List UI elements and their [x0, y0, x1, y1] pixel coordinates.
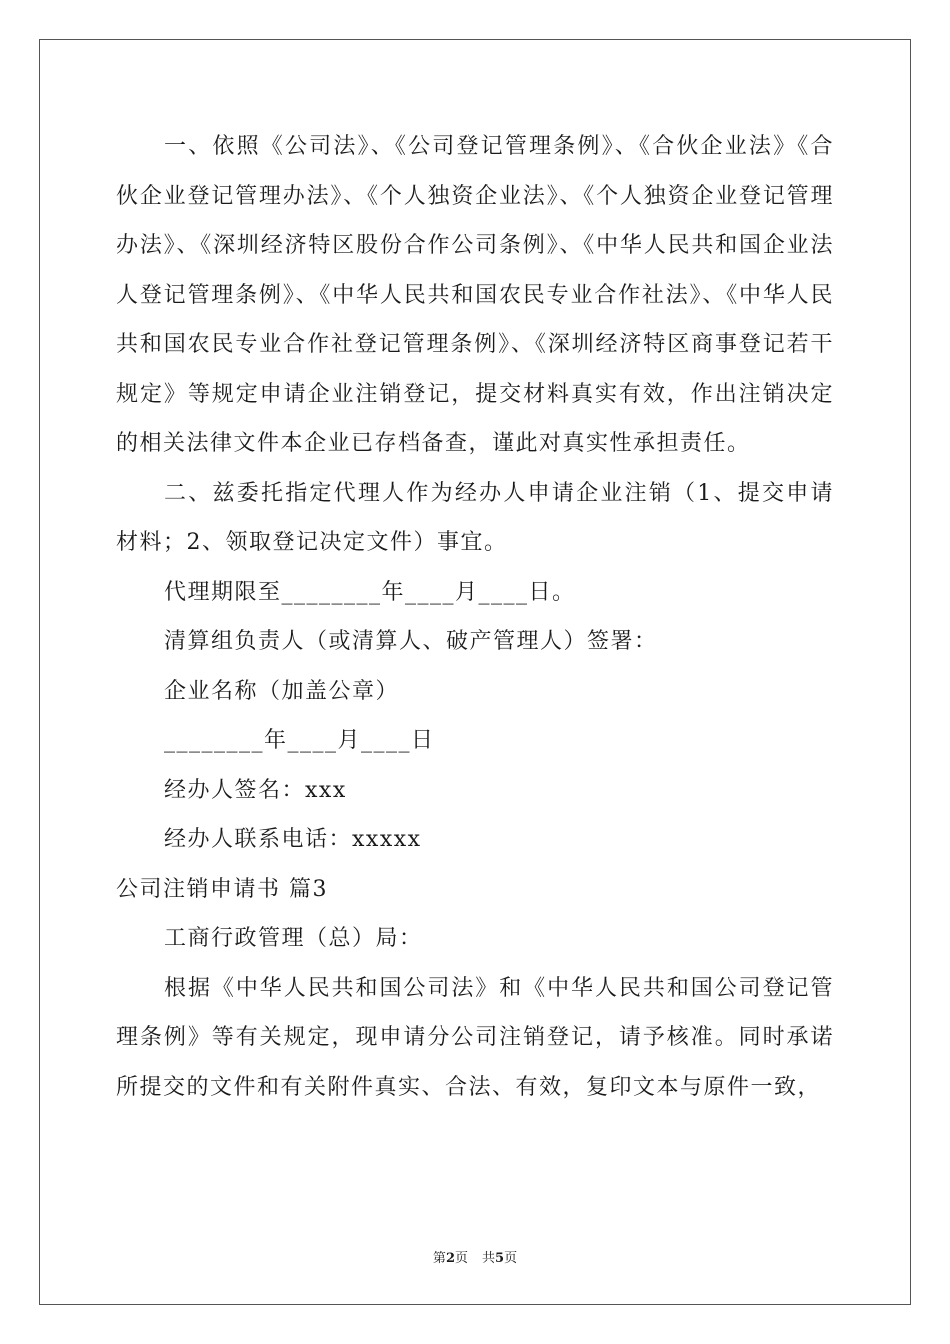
date-line: ________年____月____日 — [164, 728, 435, 753]
document-body — [116, 122, 834, 1112]
agency-period-line: 代理期限至________年____月____日。 — [164, 579, 576, 605]
liquidation-signature-line: 清算组负责人（或清算人、破产管理人）签署： — [164, 629, 658, 654]
section-heading: 公司注销申请书 篇3 — [116, 876, 328, 902]
paragraph-clause-1: 一、依照《公司法》、《公司登记管理条例》、《合伙企业法》《合伙企业登记管理办法》、《个人独资企业法》、《个人独资企业登记管理办法》、《深圳经济特区股份合作公司条例》、《中华人民共和国企业法人登记管理条例》、《中华人民共和国农民专业合作社法》、《中华人民共和国农民专业合作社登记管理条例》、《深圳经济特区商事登记若干规定》等规定申请企业注销登记，提交材料真实有效，作出注销决定的相关法律文件本企业已存档备查，谨此对真实性承担责任。 — [116, 134, 834, 456]
application-paragraph: 根据《中华人民共和国公司法》和《中华人民共和国公司登记管理条例》等有关规定，现申请分公司注销登记，请予核准。同时承诺所提交的文件和有关附件真实、合法、有效，复印文本与原件一致， — [116, 975, 834, 1100]
total-suffix: 页 — [504, 1251, 518, 1266]
page-current: 2 — [445, 1251, 455, 1266]
company-name-seal-line: 企业名称（加盖公章） — [164, 678, 400, 704]
handler-phone-line: 经办人联系电话：xxxxx — [164, 827, 422, 852]
page-footer — [0, 1247, 950, 1266]
total-prefix: 共 — [482, 1251, 496, 1266]
handler-signature-line: 经办人签名：xxx — [164, 777, 347, 803]
addressee-line: 工商行政管理（总）局： — [164, 926, 423, 951]
page-total: 5 — [495, 1251, 505, 1266]
page-prefix: 第 — [432, 1251, 446, 1266]
page-suffix: 页 — [454, 1251, 468, 1266]
paragraph-clause-2: 二、兹委托指定代理人作为经办人申请企业注销（1、提交申请材料；2、领取登记决定文件）事宜。 — [116, 480, 834, 555]
